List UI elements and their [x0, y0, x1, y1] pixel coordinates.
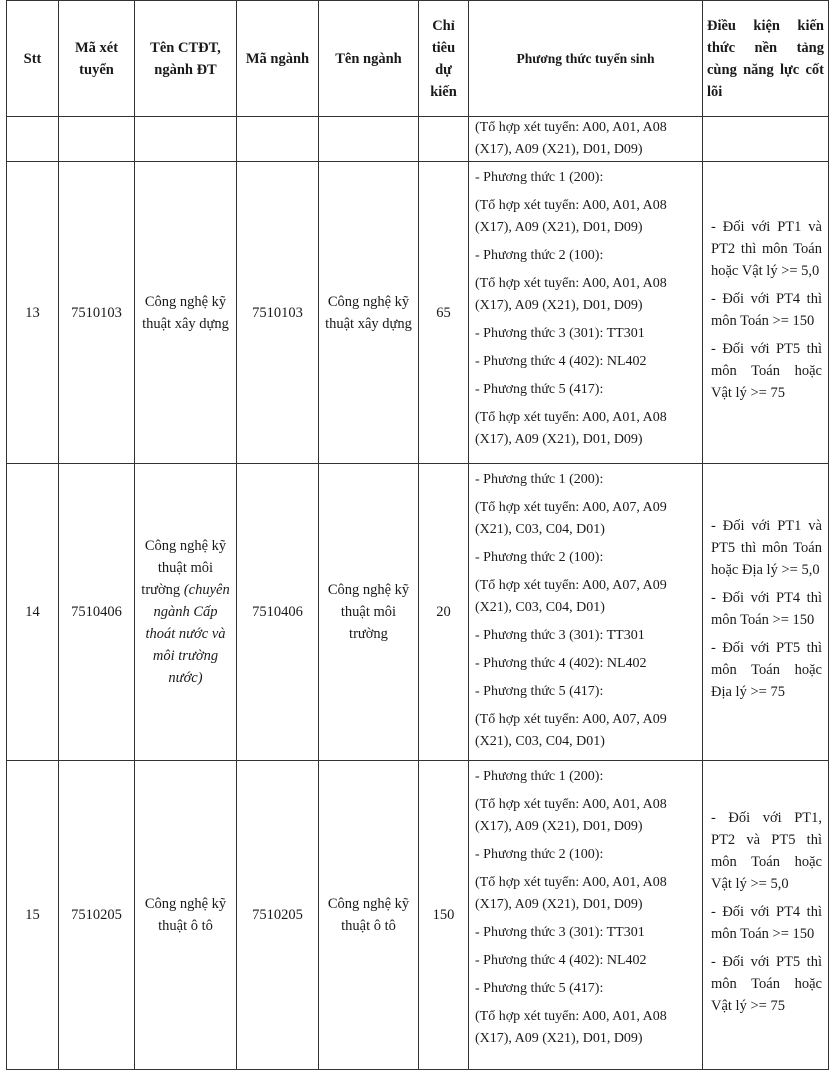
method-line: (Tổ hợp xét tuyển: A00, A07, A09 (X21), C03, C04, D01): [475, 578, 667, 615]
method-line: - Phương thức 2 (100):: [475, 550, 604, 565]
method-line: - Phương thức 5 (417):: [475, 981, 604, 996]
header-row: [7, 1, 829, 117]
carryover-cell: [59, 117, 135, 162]
phuong-thuc-cell: [469, 761, 703, 1070]
method-line: - Phương thức 4 (402): NL402: [475, 656, 647, 671]
header-ma-xet-tuyen: Mã xét tuyển: [59, 1, 135, 117]
stt-cell: 14: [7, 464, 59, 761]
condition-line: - Đối với PT5 thì môn Toán hoặc Vật lý >= 75: [711, 954, 822, 1014]
carryover-cell: [703, 117, 829, 162]
program-name: Công nghệ kỹ thuật xây dựng: [142, 293, 229, 332]
condition-line: - Đối với PT5 thì môn Toán hoặc Địa lý >= 75: [711, 640, 822, 700]
method-line: (Tổ hợp xét tuyển: A00, A01, A08 (X17), A09 (X21), D01, D09): [475, 410, 667, 447]
phuong-thuc-cell: [469, 162, 703, 464]
chi-tieu-cell: 150: [419, 761, 469, 1070]
ten-nganh-cell: Công nghệ kỹ thuật xây dựng: [319, 162, 419, 464]
header-ma-nganh: Mã ngành: [237, 1, 319, 117]
method-line: - Phương thức 1 (200):: [475, 472, 604, 487]
ma-nganh-cell: 7510205: [237, 761, 319, 1070]
program-name: Công nghệ kỹ thuật ô tô: [144, 896, 227, 934]
ten-nganh-cell: Công nghệ kỹ thuật ô tô: [319, 761, 419, 1070]
ma-xet-tuyen-cell: 7510205: [59, 761, 135, 1070]
ten-ctdt-cell: [135, 464, 237, 761]
condition-line: - Đối với PT4 thì môn Toán >= 150: [711, 904, 822, 942]
method-line: - Phương thức 1 (200):: [475, 170, 604, 185]
method-line: (Tổ hợp xét tuyển: A00, A01, A08 (X17), A09 (X21), D01, D09): [475, 276, 667, 313]
condition-line: - Đối với PT1 và PT2 thì môn Toán hoặc Vật lý >= 5,0: [711, 218, 822, 279]
ma-xet-tuyen-cell: 7510103: [59, 162, 135, 464]
ma-xet-tuyen-cell: 7510406: [59, 464, 135, 761]
header-stt: Stt: [7, 1, 59, 117]
condition-line: - Đối với PT5 thì môn Toán hoặc Vật lý >= 75: [711, 340, 822, 401]
method-line: - Phương thức 5 (417):: [475, 382, 604, 397]
method-line: (Tổ hợp xét tuyển: A00, A07, A09 (X21), C03, C04, D01): [475, 500, 667, 537]
program-row: [7, 761, 829, 1070]
method-line: (Tổ hợp xét tuyển: A00, A01, A08 (X17), A09 (X21), D01, D09): [475, 1009, 667, 1046]
method-line: - Phương thức 2 (100):: [475, 847, 604, 862]
ma-nganh-cell: 7510103: [237, 162, 319, 464]
program-name: Công nghệ kỹ thuật môi trường: [141, 538, 227, 598]
condition-line: - Đối với PT1 và PT5 thì môn Toán hoặc Địa lý >= 5,0: [711, 518, 822, 578]
ten-ctdt-cell: [135, 162, 237, 464]
header-ten-nganh: Tên ngành: [319, 1, 419, 117]
carryover-cell: [7, 117, 59, 162]
dieu-kien-cell: [703, 162, 829, 464]
carryover-cell: [237, 117, 319, 162]
method-line: - Phương thức 5 (417):: [475, 684, 604, 699]
condition-line: - Đối với PT4 thì môn Toán >= 150: [711, 590, 822, 628]
stt-cell: 15: [7, 761, 59, 1070]
method-line: - Phương thức 3 (301): TT301: [475, 628, 645, 643]
chi-tieu-cell: 20: [419, 464, 469, 761]
carryover-cell: [135, 117, 237, 162]
carryover-cell: [319, 117, 419, 162]
admission-table: [6, 0, 829, 1070]
carryover-method: (Tổ hợp xét tuyển: A00, A01, A08 (X17), A09 (X21), D01, D09): [469, 117, 703, 162]
method-line: (Tổ hợp xét tuyển: A00, A01, A08 (X17), A09 (X21), D01, D09): [475, 875, 667, 912]
ten-ctdt-cell: [135, 761, 237, 1070]
program-row: [7, 464, 829, 761]
method-line: - Phương thức 2 (100):: [475, 248, 604, 263]
method-line: - Phương thức 3 (301): TT301: [475, 925, 645, 940]
carryover-row: [7, 117, 829, 162]
method-line: - Phương thức 4 (402): NL402: [475, 953, 647, 968]
ten-nganh-cell: Công nghệ kỹ thuật môi trường: [319, 464, 419, 761]
method-line: - Phương thức 1 (200):: [475, 769, 604, 784]
phuong-thuc-cell: [469, 464, 703, 761]
method-line: (Tổ hợp xét tuyển: A00, A01, A08 (X17), A09 (X21), D01, D09): [475, 198, 667, 235]
program-row: [7, 162, 829, 464]
header-dieu-kien: Điều kiện kiến thức nền tảng cùng năng lực cốt lõi: [703, 1, 829, 117]
stt-cell: 13: [7, 162, 59, 464]
method-line: (Tổ hợp xét tuyển: A00, A07, A09 (X21), C03, C04, D01): [475, 712, 667, 749]
dieu-kien-cell: [703, 464, 829, 761]
header-phuong-thuc: Phương thức tuyển sinh: [469, 1, 703, 117]
method-line: - Phương thức 3 (301): TT301: [475, 326, 645, 341]
carryover-cell: [419, 117, 469, 162]
dieu-kien-cell: [703, 761, 829, 1070]
document-page: [6, 0, 824, 1067]
condition-line: - Đối với PT1, PT2 và PT5 thì môn Toán hoặc Vật lý >= 5,0: [711, 810, 822, 892]
condition-line: - Đối với PT4 thì môn Toán >= 150: [711, 290, 822, 329]
header-ten-ctdt: Tên CTĐT, ngành ĐT: [135, 1, 237, 117]
ma-nganh-cell: 7510406: [237, 464, 319, 761]
program-note: (chuyên ngành Cấp thoát nước và môi trường nước): [145, 582, 230, 686]
header-chi-tieu: Chỉ tiêu dự kiến: [419, 1, 469, 117]
method-line: - Phương thức 4 (402): NL402: [475, 354, 647, 369]
method-line: (Tổ hợp xét tuyển: A00, A01, A08 (X17), A09 (X21), D01, D09): [475, 797, 667, 834]
chi-tieu-cell: 65: [419, 162, 469, 464]
